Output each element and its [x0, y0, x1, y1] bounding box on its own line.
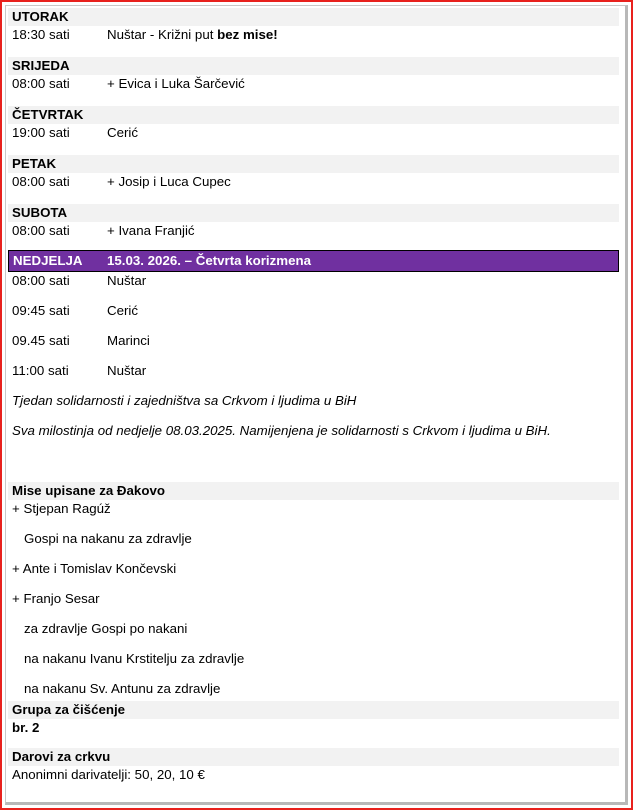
day-header-srijeda: SRIJEDA	[8, 57, 619, 75]
mass-row	[8, 75, 619, 93]
mass-place: Nuštar	[107, 273, 147, 288]
gifts-header: Darovi za crkvu	[8, 748, 619, 766]
mass-time: 09.45 sati	[12, 333, 70, 348]
mass-intention: Cerić	[107, 125, 139, 140]
bulletin-content	[8, 8, 619, 784]
djakovo-item: za zdravlje Gospi po nakani	[24, 621, 188, 636]
solidarity-week-note: Tjedan solidarnosti i zajedništva sa Crkvom i ljudima u BiH	[12, 393, 357, 408]
djakovo-item: Gospi na nakanu za zdravlje	[24, 531, 192, 546]
mass-intention: + Ivana Franjić	[107, 223, 195, 238]
sunday-mass-row	[8, 272, 619, 302]
day-header-petak: PETAK	[8, 155, 619, 173]
mass-intention: Nuštar - Križni put bez mise!	[107, 27, 278, 42]
djakovo-item: na nakanu Ivanu Krstitelju za zdravlje	[24, 651, 245, 666]
sunday-mass-row	[8, 302, 619, 332]
day-header-cetvrtak: ČETVRTAK	[8, 106, 619, 124]
mass-intention: + Josip i Luca Cupec	[107, 174, 231, 189]
sunday-mass-row	[8, 332, 619, 362]
mass-time: 08:00 sati	[12, 174, 70, 189]
djakovo-item: + Stjepan Ragúž	[12, 501, 111, 516]
collection-note: Sva milostinja od nedjelje 08.03.2025. Namijenjena je solidarnosti s Crkvom i ljudima u BiH.	[12, 423, 551, 438]
mass-time: 18:30 sati	[12, 27, 70, 42]
mass-time: 08:00 sati	[12, 223, 70, 238]
djakovo-item: na nakanu Sv. Antunu za zdravlje	[24, 681, 221, 696]
djakovo-item: + Ante i Tomislav Končevski	[12, 561, 177, 576]
no-mass-note: bez mise!	[217, 27, 278, 42]
mass-time: 19:00 sati	[12, 125, 70, 140]
mass-time: 11:00 sati	[12, 363, 69, 378]
sunday-date-title: 15.03. 2026. – Četvrta korizmena	[107, 253, 312, 268]
mass-place: Marinci	[107, 333, 150, 348]
mass-time: 08:00 sati	[12, 273, 70, 288]
mass-row	[8, 173, 619, 191]
mass-place: Nuštar	[107, 363, 147, 378]
day-header-utorak: UTORAK	[8, 8, 619, 26]
cleaning-header: Grupa za čišćenje	[8, 701, 619, 719]
cleaning-group: br. 2	[12, 720, 40, 735]
sunday-label: NEDJELJA	[13, 253, 83, 268]
mass-time: 09:45 sati	[12, 303, 70, 318]
sunday-header	[8, 250, 619, 272]
gifts-donors: Anonimni darivatelji: 50, 20, 10 €	[12, 767, 205, 782]
mass-row	[8, 222, 619, 240]
mass-time: 08:00 sati	[12, 76, 70, 91]
mass-row	[8, 26, 619, 44]
djakovo-item: + Franjo Sesar	[12, 591, 100, 606]
mass-row	[8, 124, 619, 142]
mass-intention: + Evica i Luka Šarčević	[107, 76, 245, 91]
sunday-mass-row	[8, 362, 619, 392]
mass-place: Cerić	[107, 303, 139, 318]
djakovo-header: Mise upisane za Đakovo	[8, 482, 619, 500]
day-header-subota: SUBOTA	[8, 204, 619, 222]
